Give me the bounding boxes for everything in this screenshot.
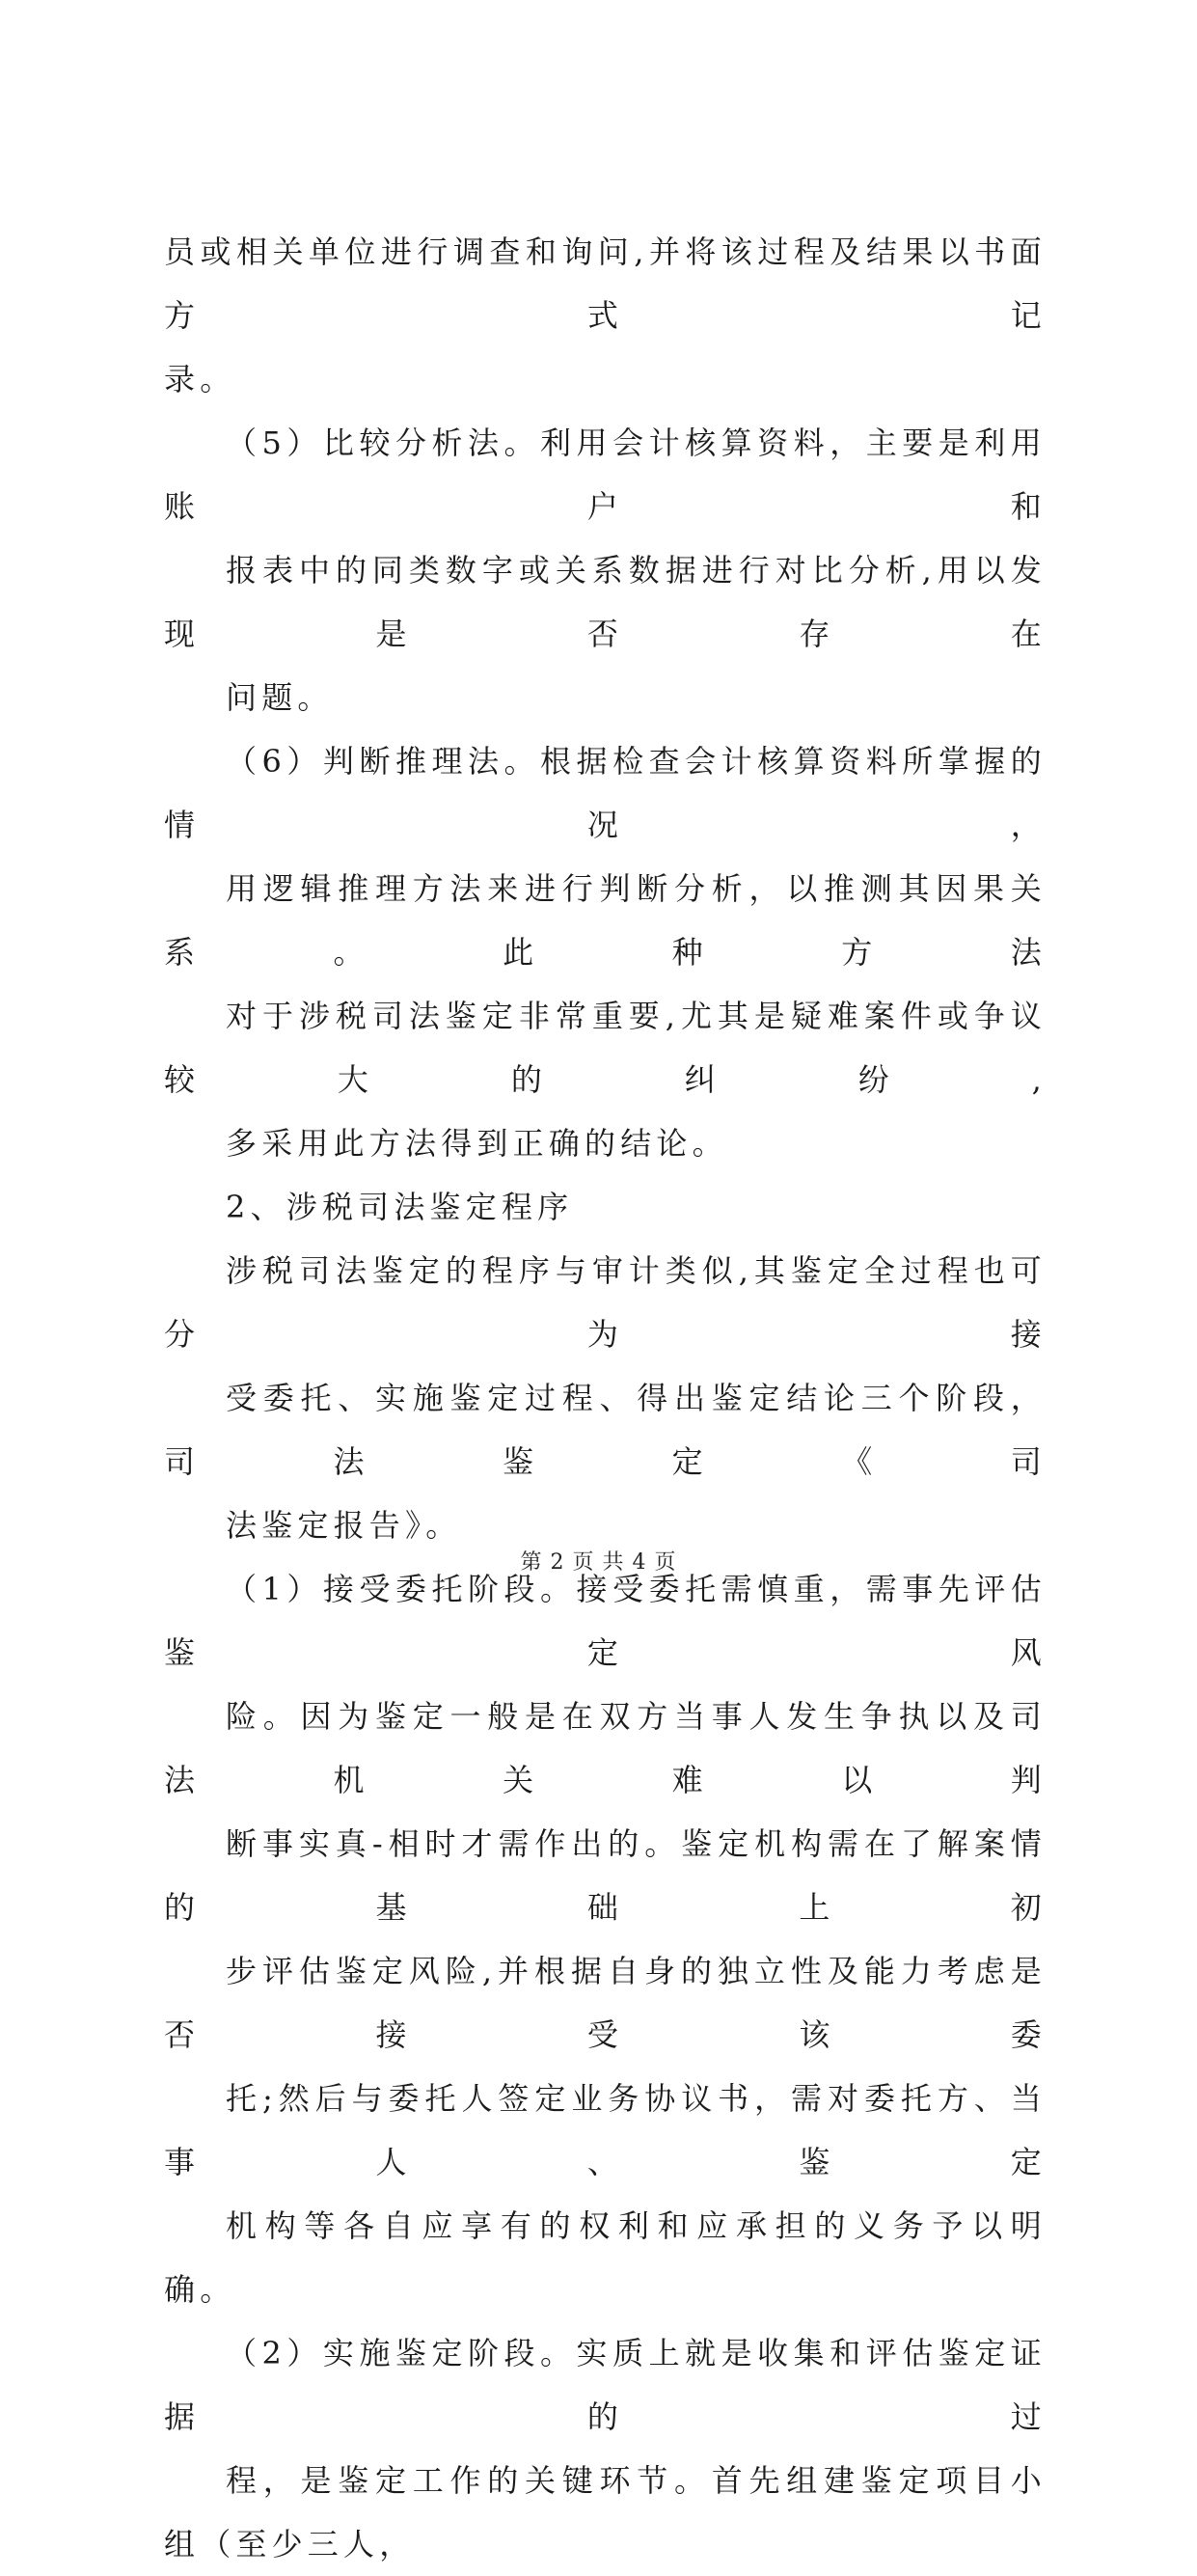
paragraph [164,729,1047,1175]
text-line: 多采用此方法得到正确的结论。 [226,1125,728,1162]
paragraph [164,1557,1047,2321]
text-line: 报表中的同类数字或关系数据进行对比分析,用以发现是否存在 [164,552,1047,652]
text-line: 托;然后与委托人签定业务协议书，需对委托方、当事人、鉴定 [164,2080,1047,2180]
text-line: （6）判断推理法。根据检查会计核算资料所掌握的情况， [164,743,1047,843]
text-line: 员或相关单位进行调查和询问,并将该过程及结果以书面方式记 [164,233,1047,334]
text-line: （2）实施鉴定阶段。实质上就是收集和评估鉴定证据的过 [164,2335,1047,2435]
text-line: 断事实真-相时才需作出的。鉴定机构需在了解案情的基础上初 [164,1825,1047,1926]
paragraph [164,411,1047,729]
text-line: 录。 [164,361,236,397]
text-line: 受委托、实施鉴定过程、得出鉴定结论三个阶段，司法鉴定《司 [164,1380,1047,1480]
document-body [164,220,1047,2576]
paragraph [164,2321,1047,2576]
text-line: 险。因为鉴定一般是在双方当事人发生争执以及司法机关难以判 [164,1698,1047,1798]
text-line: 机构等各自应享有的权利和应承担的义务予以明确。 [164,2207,1047,2308]
page-footer: 第 2 页 共 4 页 [520,1550,677,1575]
text-line: 用逻辑推理方法来进行判断分析，以推测其因果关系。此种方法 [164,870,1047,971]
paragraph [164,1239,1047,1557]
text-line: 法鉴定报告》。 [226,1507,462,1544]
text-line: 问题。 [226,679,334,716]
text-line: 2、涉税司法鉴定程序 [226,1189,574,1225]
text-line: 涉税司法鉴定的程序与审计类似,其鉴定全过程也可分为接 [164,1252,1047,1353]
text-line: 步评估鉴定风险,并根据自身的独立性及能力考虑是否接受该委 [164,1953,1047,2053]
text-line: （1）接受委托阶段。接受委托需慎重，需事先评估鉴定风 [164,1571,1047,1671]
text-line: 程，是鉴定工作的关键环节。首先组建鉴定项目小组（至少三人， [164,2462,1047,2562]
paragraph [164,220,1047,411]
text-line: （5）比较分析法。利用会计核算资料，主要是利用账户和 [164,425,1047,525]
text-line: 对于涉税司法鉴定非常重要,尤其是疑难案件或争议较大的纠纷, [164,998,1047,1098]
paragraph [164,1175,1047,1239]
